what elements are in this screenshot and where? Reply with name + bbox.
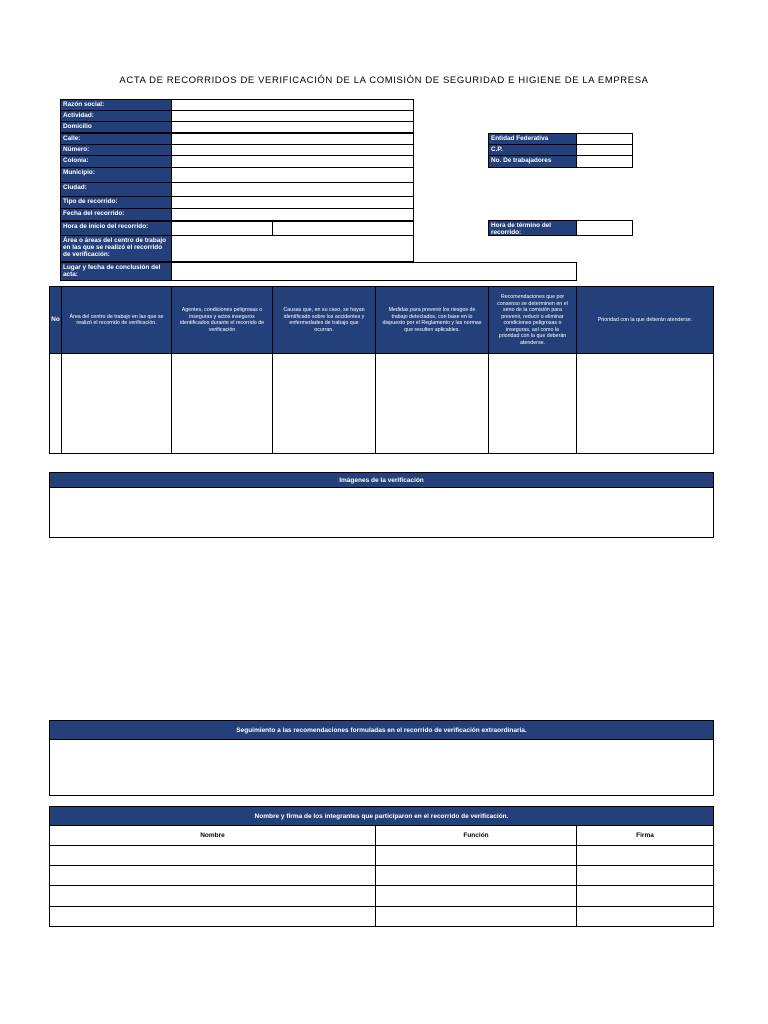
- table-cell-causas[interactable]: [272, 353, 376, 454]
- table-header-recomendaciones: Recomendaciones que por consenso se determinen en el seno de la comisión para prevenir, reducir o eliminar condiciones peligrosas o inseguras, así como la prioridad con la que deberán atenderse.: [488, 286, 577, 354]
- table-header-agentes: Agentes, condiciones peligrosas o inseguras y actos inseguros identificados durante el recorrido de verificación: [171, 286, 273, 354]
- column-funcion: Función: [375, 825, 577, 846]
- lugar-fecha-field[interactable]: [171, 262, 577, 281]
- signature-row-firma[interactable]: [576, 865, 714, 886]
- column-firma: Firma: [576, 825, 714, 846]
- signature-row-funcion[interactable]: [375, 845, 577, 866]
- numero-label: Número:: [60, 144, 172, 156]
- seguimiento-box[interactable]: [49, 739, 714, 796]
- actividad-label: Actividad:: [60, 110, 172, 122]
- domicilio-field[interactable]: [171, 121, 414, 133]
- signature-row-nombre[interactable]: [49, 885, 376, 907]
- lugar-fecha-label: Lugar y fecha de conclusión del acta:: [60, 262, 172, 281]
- cp-label: C.P.: [488, 144, 577, 156]
- hora-inicio-label: Hora de inicio del recorrido:: [60, 221, 172, 236]
- hora-termino-field[interactable]: [576, 220, 633, 236]
- table-cell-agentes[interactable]: [171, 353, 273, 454]
- municipio-field[interactable]: [171, 167, 414, 183]
- table-cell-medidas[interactable]: [375, 353, 489, 454]
- imagenes-box[interactable]: [49, 487, 714, 538]
- signature-row-funcion[interactable]: [375, 885, 577, 907]
- signature-row-nombre[interactable]: [49, 906, 376, 927]
- domicilio-label: Domicilio: [60, 121, 172, 133]
- signature-row-firma[interactable]: [576, 845, 714, 866]
- column-nombre: Nombre: [49, 825, 376, 846]
- table-cell-area[interactable]: [61, 353, 172, 454]
- tipo-recorrido-label: Tipo de recorrido:: [60, 196, 172, 209]
- table-cell-recomendaciones[interactable]: [488, 353, 577, 454]
- signature-row-nombre[interactable]: [49, 845, 376, 866]
- trabajadores-field[interactable]: [576, 155, 633, 168]
- table-header-no: No: [49, 286, 62, 354]
- hora-inicio-extra-field[interactable]: [272, 221, 414, 236]
- signature-row-firma[interactable]: [576, 906, 714, 927]
- colonia-label: Colonia:: [60, 155, 172, 168]
- table-header-prioridad: Prioridad con la que deberán atenderse.: [576, 286, 714, 354]
- signature-row-firma[interactable]: [576, 885, 714, 907]
- ciudad-label: Ciudad:: [60, 182, 172, 197]
- entidad-label: Entidad Federativa: [488, 133, 577, 145]
- imagenes-header: Imágenes de la verificación: [49, 472, 714, 488]
- ciudad-field[interactable]: [171, 182, 414, 197]
- page-title: ACTA DE RECORRIDOS DE VERIFICACIÓN DE LA COMISIÓN DE SEGURIDAD E HIGIENE DE LA EMPRESA: [119, 75, 649, 86]
- municipio-label: Municipio:: [60, 167, 172, 183]
- areas-label: Área o áreas del centro de trabajo en las que se realizó el recorrido de verificación:: [60, 235, 172, 262]
- seguimiento-header: Seguimiento a las recomendaciones formuladas en el recorrido de verificación extraordinaria.: [49, 720, 714, 740]
- signature-row-funcion[interactable]: [375, 906, 577, 927]
- table-cell-prioridad[interactable]: [576, 353, 714, 454]
- calle-label: Calle:: [60, 133, 172, 145]
- fecha-recorrido-field[interactable]: [171, 208, 414, 221]
- hora-inicio-field[interactable]: [171, 221, 273, 236]
- signature-row-funcion[interactable]: [375, 865, 577, 886]
- hora-termino-label: Hora de término del recorrido:: [488, 220, 577, 236]
- areas-field[interactable]: [171, 235, 414, 262]
- integrantes-header: Nombre y firma de los integrantes que participaron en el recorrido de verificación.: [49, 806, 714, 826]
- fecha-recorrido-label: Fecha del recorrido:: [60, 208, 172, 221]
- table-header-area: Área del centro de trabajo en las que se realizó el recorrido de verificación.: [61, 286, 172, 354]
- razon-social-label: Razón social:: [60, 99, 172, 111]
- table-header-causas: Causas que, en su caso, se hayan identificado sobre los accidentes y enfermedades de trabajo que ocurran.: [272, 286, 376, 354]
- table-header-medidas: Medidas para prevenir los riesgos de trabajo detectados, con base en lo dispuesto por el Reglamento y las normas que resulten aplicables.: [375, 286, 489, 354]
- signature-row-nombre[interactable]: [49, 865, 376, 886]
- trabajadores-label: No. De trabajadores: [488, 155, 577, 168]
